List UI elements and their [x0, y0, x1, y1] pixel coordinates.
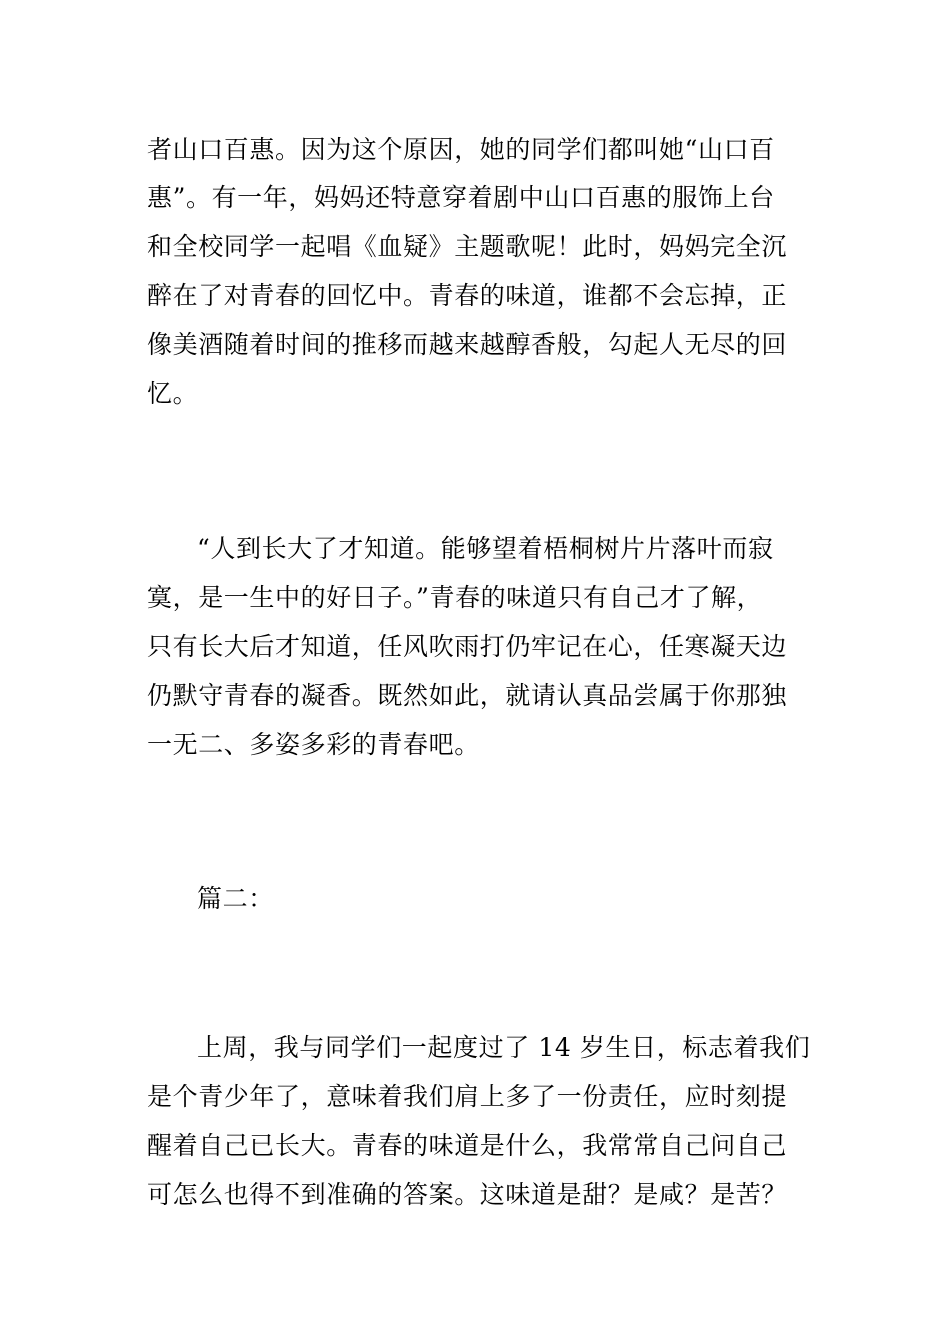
paragraph-2-line-4: 仍默守青春的凝香。既然如此，就请认真品尝属于你那独: [147, 681, 788, 710]
paragraph-3-line-2: 是个青少年了，意味着我们肩上多了一份责任，应时刻提: [147, 1082, 788, 1111]
section-heading: 篇二：: [197, 884, 274, 913]
paragraph-1-line-1: 者山口百惠。因为这个原因，她的同学们都叫她“山口百: [147, 135, 775, 164]
paragraph-2-line-3: 只有长大后才知道，任风吹雨打仍牢记在心，任寒凝天边: [147, 632, 788, 661]
paragraph-2-line-1: “人到长大了才知道。能够望着梧桐树片片落叶而寂: [197, 534, 774, 563]
paragraph-3-line-4: 可怎么也得不到准确的答案。这味道是甜？是咸？是苦？: [147, 1180, 788, 1209]
paragraph-3-line-3: 醒着自己已长大。青春的味道是什么，我常常自己问自己: [147, 1131, 788, 1160]
paragraph-1-line-4: 醉在了对青春的回忆中。青春的味道，谁都不会忘掉，正: [147, 281, 788, 310]
paragraph-2-line-5: 一无二、多姿多彩的青春吧。: [147, 730, 480, 759]
paragraph-2-line-2: 寞，是一生中的好日子。”青春的味道只有自己才了解，: [147, 583, 763, 612]
paragraph-1-line-3: 和全校同学一起唱《血疑》主题歌呢！此时，妈妈完全沉: [147, 232, 788, 261]
paragraph-1-line-2: 惠”。有一年，妈妈还特意穿着剧中山口百惠的服饰上台: [147, 183, 775, 212]
paragraph-3-line-1: 上周，我与同学们一起度过了 14 岁生日，标志着我们: [197, 1033, 811, 1062]
paragraph-1-line-5: 像美酒随着时间的推移而越来越醇香般，勾起人无尽的回: [147, 330, 788, 359]
paragraph-1-line-6: 忆。: [147, 379, 199, 408]
